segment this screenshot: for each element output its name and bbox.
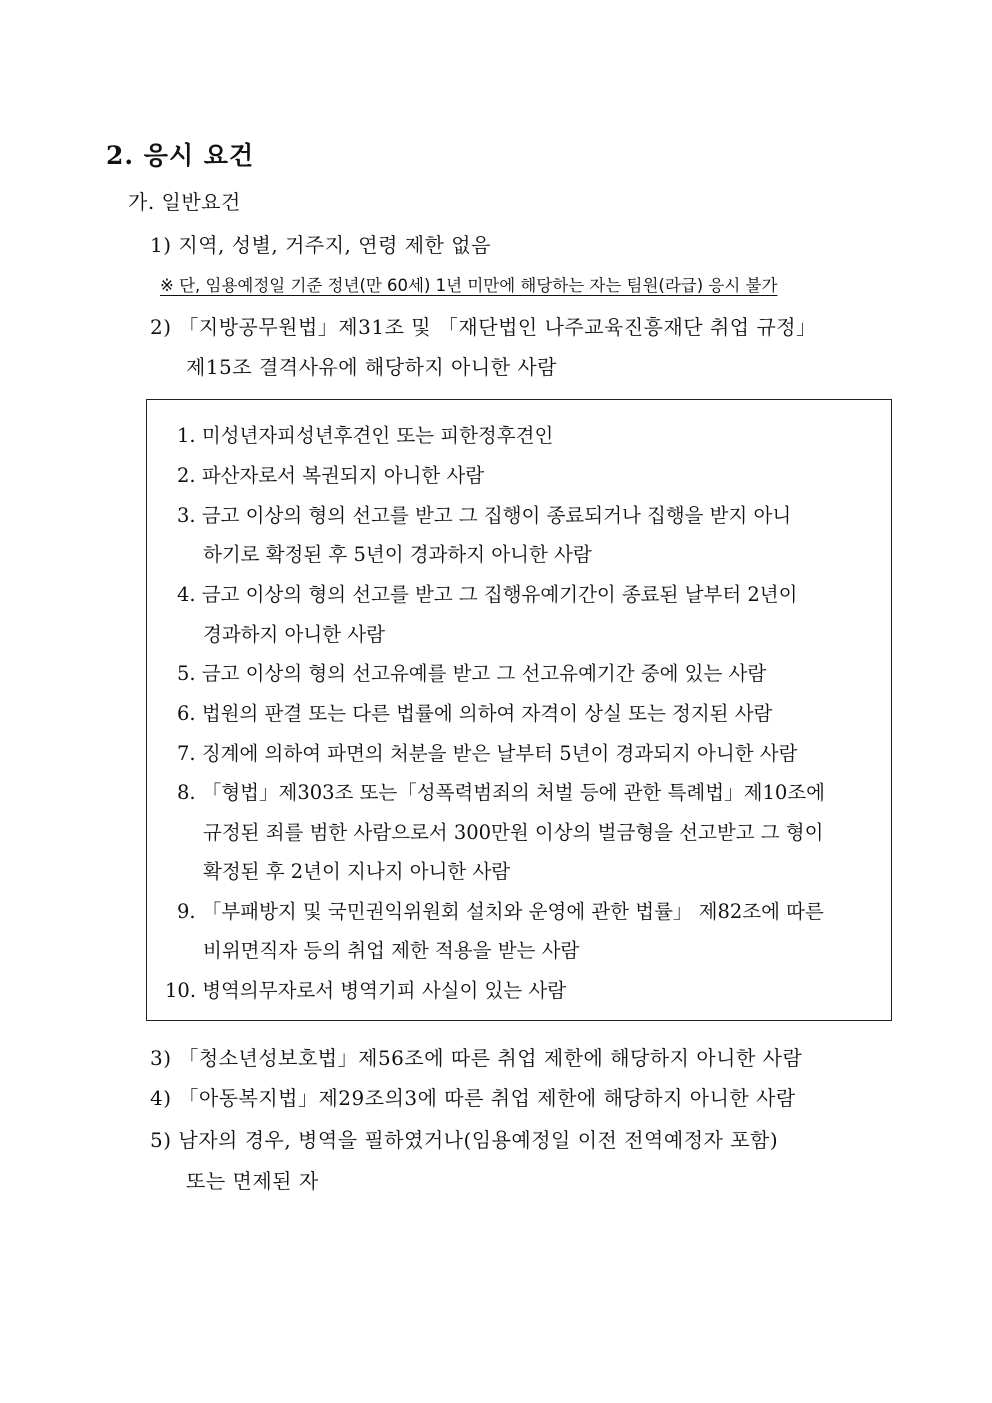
item-text: 「형법」제303조 또는「성폭력범죄의 처벌 등에 관한 특례법」제10조에 <box>201 781 825 804</box>
disqualification-item-1 <box>177 420 553 448</box>
requirement-5-line-1: 5) 남자의 경우, 병역을 필하였거나(임용예정일 이전 전역예정자 포함) <box>150 1128 779 1152</box>
requirement-4: 4) 「아동복지법」제29조의3에 따른 취업 제한에 해당하지 아니한 사람 <box>150 1086 796 1110</box>
disqualification-item-10 <box>165 975 566 1003</box>
disqualification-item-6 <box>177 698 772 726</box>
item-number: 1. <box>177 424 196 447</box>
disqualification-item-4 <box>177 579 797 607</box>
disqualification-item-5 <box>177 658 766 686</box>
requirement-1: 1) 지역, 성별, 거주지, 연령 제한 없음 <box>150 233 491 257</box>
item-number: 2. <box>177 464 196 487</box>
item-number: 7. <box>177 742 196 765</box>
item-text: 「부패방지 및 국민권익위원회 설치와 운영에 관한 법률」 제82조에 따른 <box>201 900 824 923</box>
disqualification-item-7 <box>177 738 797 766</box>
disqualification-item-3 <box>177 500 791 528</box>
item-number: 9. <box>177 900 196 923</box>
item-9-continuation: 비위면직자 등의 취업 제한 적용을 받는 사람 <box>203 939 580 962</box>
item-number: 10. <box>165 979 197 1002</box>
item-number: 6. <box>177 702 196 725</box>
section-title: 2. 응시 요건 <box>106 141 255 170</box>
item-number: 8. <box>177 781 196 804</box>
subsection-title: 가. 일반요건 <box>128 190 241 214</box>
requirement-5-line-2: 또는 면제된 자 <box>186 1169 319 1193</box>
disqualification-item-8 <box>177 777 825 805</box>
requirement-3: 3) 「청소년성보호법」제56조에 따른 취업 제한에 해당하지 아니한 사람 <box>150 1046 803 1070</box>
item-text: 미성년자피성년후견인 또는 피한정후견인 <box>201 424 554 447</box>
item-number: 4. <box>177 583 196 606</box>
age-limit-note: ※ 단, 임용예정일 기준 정년(만 60세) 1년 미만에 해당하는 자는 팀원(라급) 응시 불가 <box>160 276 778 295</box>
item-text: 병역의무자로서 병역기피 사실이 있는 사람 <box>202 979 567 1002</box>
item-3-continuation: 하기로 확정된 후 5년이 경과하지 아니한 사람 <box>203 543 592 566</box>
item-4-continuation: 경과하지 아니한 사람 <box>203 623 385 646</box>
item-8-continuation-1: 규정된 죄를 범한 사람으로서 300만원 이상의 벌금형을 선고받고 그 형이 <box>203 821 824 844</box>
item-text: 금고 이상의 형의 선고를 받고 그 집행이 종료되거나 집행을 받지 아니 <box>201 504 792 527</box>
item-number: 3. <box>177 504 196 527</box>
item-text: 법원의 판결 또는 다른 법률에 의하여 자격이 상실 또는 정지된 사람 <box>201 702 773 725</box>
item-text: 금고 이상의 형의 선고유예를 받고 그 선고유예기간 중에 있는 사람 <box>201 662 767 685</box>
item-8-continuation-2: 확정된 후 2년이 지나지 아니한 사람 <box>203 860 511 883</box>
disqualification-box <box>146 399 892 1021</box>
item-text: 징계에 의하여 파면의 처분을 받은 날부터 5년이 경과되지 아니한 사람 <box>201 742 798 765</box>
item-text: 금고 이상의 형의 선고를 받고 그 집행유예기간이 종료된 날부터 2년이 <box>201 583 798 606</box>
requirement-2-line-1: 2) 「지방공무원법」제31조 및 「재단법인 나주교육진흥재단 취업 규정」 <box>150 315 817 339</box>
disqualification-item-2 <box>177 460 484 488</box>
requirement-2-line-2: 제15조 결격사유에 해당하지 아니한 사람 <box>186 355 557 379</box>
item-number: 5. <box>177 662 196 685</box>
disqualification-item-9 <box>177 896 824 924</box>
item-text: 파산자로서 복권되지 아니한 사람 <box>201 464 485 487</box>
